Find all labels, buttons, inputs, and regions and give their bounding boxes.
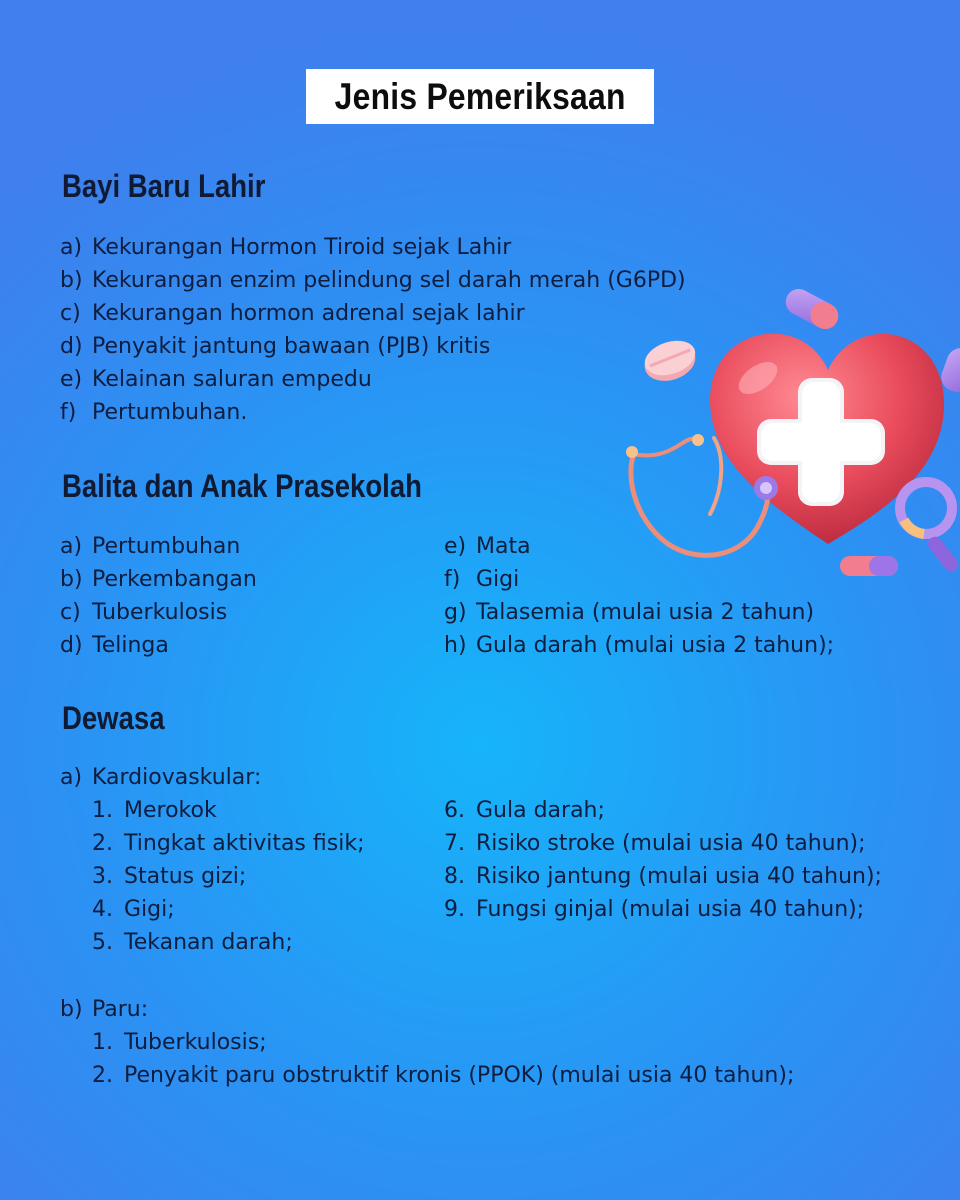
item-text: Merokok (124, 798, 217, 823)
list-item (444, 563, 519, 596)
item-text: Mata (476, 534, 531, 559)
pill-icon (781, 284, 843, 333)
item-text: Status gizi; (124, 864, 247, 889)
item-marker: h) (444, 633, 467, 658)
list-item (444, 629, 834, 662)
item-text: Tekanan darah; (124, 930, 293, 955)
item-text: Penyakit jantung bawaan (PJB) kritis (92, 334, 491, 359)
item-marker: c) (60, 600, 81, 625)
magnifier-icon (900, 482, 960, 574)
item-marker: b) (60, 268, 83, 293)
list-item (60, 396, 247, 429)
page-title: Jenis Pemeriksaan (334, 75, 626, 117)
list-item (92, 827, 364, 860)
item-text: Pertumbuhan. (92, 400, 248, 425)
item-text: Gigi; (124, 897, 175, 922)
item-text: Tuberkulosis (92, 600, 228, 625)
item-number: 5. (92, 930, 113, 955)
item-text: Gula darah; (476, 798, 605, 823)
item-text: Risiko stroke (mulai usia 40 tahun); (476, 831, 866, 856)
item-number: 2. (92, 831, 113, 856)
list-item (60, 596, 227, 629)
list-item (60, 363, 372, 396)
item-marker: c) (60, 301, 81, 326)
item-marker: d) (60, 334, 83, 359)
item-text: Penyakit paru obstruktif kronis (PPOK) (mulai usia 40 tahun); (124, 1063, 795, 1088)
item-number: 9. (444, 897, 465, 922)
item-text: Kardiovaskular: (92, 765, 262, 790)
list-item (60, 330, 490, 363)
item-text: Perkembangan (92, 567, 257, 592)
item-text: Gigi (476, 567, 520, 592)
item-number: 4. (92, 897, 113, 922)
item-number: 1. (92, 798, 113, 823)
list-item (60, 629, 169, 662)
list-item (444, 794, 605, 827)
item-text: Kekurangan hormon adrenal sejak lahir (92, 301, 525, 326)
list-item (60, 264, 686, 297)
pill-small-icon (840, 556, 898, 576)
title-box (306, 69, 654, 124)
item-marker: a) (60, 765, 83, 790)
list-item (92, 1059, 794, 1092)
item-text: Paru: (92, 997, 149, 1022)
item-marker: f) (60, 400, 77, 425)
item-text: Telinga (92, 633, 169, 658)
item-text: Tingkat aktivitas fisik; (124, 831, 365, 856)
heading-bayi: Bayi Baru Lahir (62, 168, 266, 204)
list-item (60, 530, 240, 563)
heading-dewasa: Dewasa (62, 700, 165, 736)
list-item (60, 231, 511, 264)
list-item (444, 596, 814, 629)
item-marker: b) (60, 567, 83, 592)
list-item (444, 860, 882, 893)
list-item-paru (60, 993, 148, 1026)
list-item (92, 926, 293, 959)
list-item (92, 1026, 267, 1059)
item-text: Talasemia (mulai usia 2 tahun) (476, 600, 815, 625)
item-marker: a) (60, 235, 83, 260)
item-text: Risiko jantung (mulai usia 40 tahun); (476, 864, 882, 889)
list-item (444, 530, 531, 563)
list-item (444, 827, 866, 860)
item-text: Kekurangan Hormon Tiroid sejak Lahir (92, 235, 512, 260)
list-item-kardio (60, 761, 261, 794)
list-item (60, 297, 525, 330)
item-number: 1. (92, 1030, 113, 1055)
item-number: 6. (444, 798, 465, 823)
item-text: Gula darah (mulai usia 2 tahun); (476, 633, 835, 658)
heart-medical-cross-icon (618, 282, 960, 582)
item-number: 7. (444, 831, 465, 856)
item-number: 2. (92, 1063, 113, 1088)
list-item (92, 893, 175, 926)
list-item (92, 794, 217, 827)
item-marker: e) (60, 367, 83, 392)
item-text: Tuberkulosis; (124, 1030, 267, 1055)
item-marker: b) (60, 997, 83, 1022)
list-item (92, 860, 246, 893)
item-text: Kekurangan enzim pelindung sel darah merah (G6PD) (92, 268, 686, 293)
list-item (444, 893, 864, 926)
item-marker: g) (444, 600, 467, 625)
tablet-icon (640, 335, 701, 387)
item-marker: e) (444, 534, 467, 559)
item-number: 8. (444, 864, 465, 889)
item-number: 3. (92, 864, 113, 889)
list-item (60, 563, 257, 596)
item-marker: a) (60, 534, 83, 559)
item-marker: d) (60, 633, 83, 658)
item-text: Kelainan saluran empedu (92, 367, 372, 392)
item-marker: f) (444, 567, 461, 592)
item-text: Pertumbuhan (92, 534, 241, 559)
heading-balita: Balita dan Anak Prasekolah (62, 468, 422, 504)
item-text: Fungsi ginjal (mulai usia 40 tahun); (476, 897, 865, 922)
